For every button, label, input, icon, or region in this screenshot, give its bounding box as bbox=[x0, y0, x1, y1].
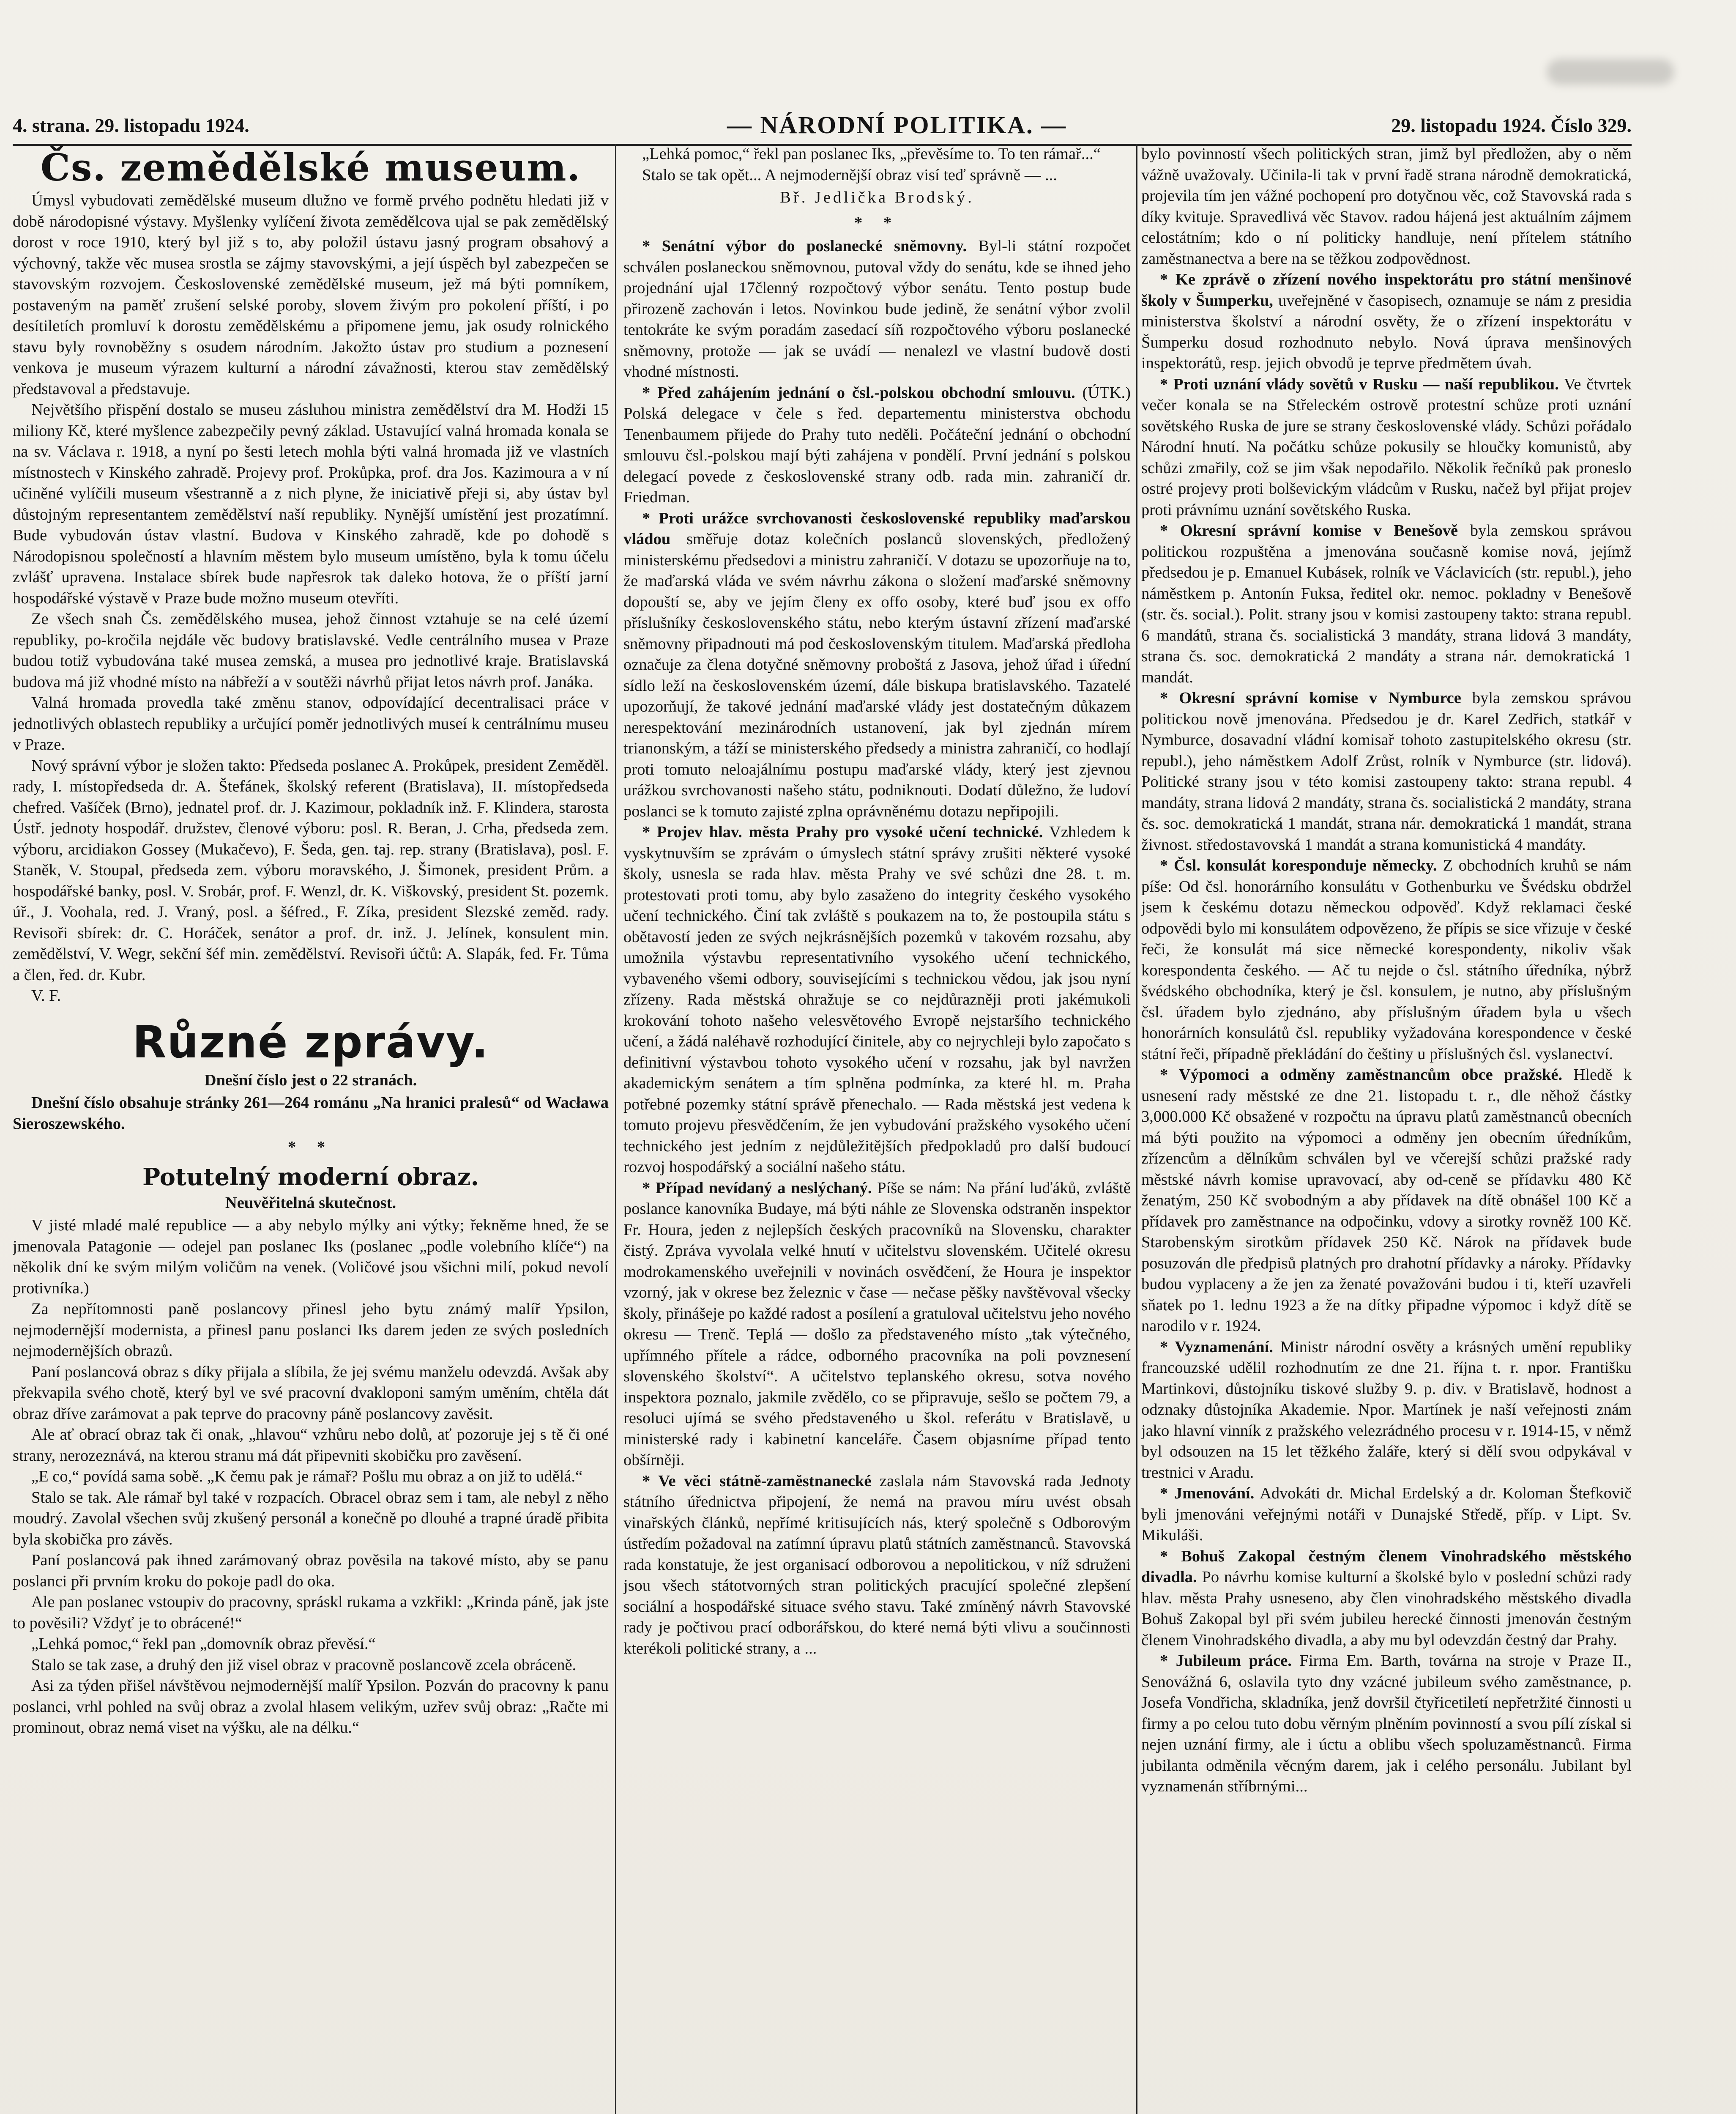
column-divider-2 bbox=[1136, 144, 1137, 2114]
section-title-ruzne-zpravy: Různé zprávy. bbox=[132, 1016, 489, 1068]
column-1 bbox=[13, 144, 609, 2114]
article-paragraph: „Lehká pomoc,“ řekl pan „domovník obraz převěsí.“ bbox=[31, 1635, 376, 1653]
article-paragraph: „E co,“ povídá sama sobě. „K čemu pak je rámař? Pošlu mu obraz a on již to udělá.“ bbox=[31, 1468, 583, 1485]
news-item bbox=[623, 383, 1131, 508]
news-item-heading: * Jmenování. bbox=[1160, 1484, 1255, 1502]
museum-article-body bbox=[13, 190, 609, 1007]
article-paragraph: Nový správní výbor je složen takto: Předseda poslanec A. Prokůpek, president Zeměděl. rady, I. místopředseda dr. A. Štefánek, školský referent (Bratislava), II. místopředseda chefred. Vašíček (Brno), jednatel prof. dr. J. Kazimour, pokladník inž. F. Klindera, starosta Ústř. jednoty hospodář. družstev, členové výboru: posl. R. Beran, J. Crha, předseda zem. výboru, arcidiakon Gossey (Mukačevo), F. Šeda, gen. taj. rep. strany (Bratislava), posl. F. Staněk, V. Stoupal, předseda zem. výboru moravského, J. Šimonek, president Prům. a hospodářské banky, posl. V. Srobár, prof. F. Wenzl, dr. K. Viškovský, president St. pozemk. úř., J. Voohala, red. J. Vraný, posl. a šéfred., F. Zíka, president Slezské zeměd. rady. Revisoři sbírek: dr. C. Horáček, senátor a prof. dr. inž. J. Jelínek, konsulent min. zemědělství, V. Wegr, sekční šéf min. zemědělství. Revisoři účtů: A. Slapák, fed. Fr. Tůma a člen, řed. dr. Kubr. bbox=[13, 756, 609, 984]
news-item-heading: * Jubileum práce. bbox=[1160, 1652, 1292, 1670]
news-item-heading: * Okresní správní komise v Benešově bbox=[1160, 522, 1458, 539]
article-paragraph: Paní poslancová pak ihned zarámovaný obraz pověsila na takové místo, aby se panu poslanci při prvním kroku do pokoje padl do oka. bbox=[13, 1551, 609, 1590]
news-item-text: byla zemskou správou politickou nově jmenována. Předsedou je dr. Karel Zedřich, statkář v Nymburce, dosavadní vládní komisař tohoto zastupitelského okresu (str. republ.), jeho náměstkem Adolf Zrůst, rolník v Nymburce (str. lidová). Politické strany jsou v této komisi zastoupeny takto: strana republ. 4 mandáty, strana lidová 2 mandáty, strana čs. socialistická 2 mandáty, strana čs. soc. demokratická 1 mandát, strana nár. demokratická 1 mandát, strana živnost. středostavovská 1 mandát a strana komunistická 4 mandáty. bbox=[1141, 689, 1632, 854]
column-2 bbox=[623, 144, 1131, 2114]
masthead-title: — NÁRODNÍ POLITIKA. — bbox=[727, 111, 1067, 139]
news-item-text: Ministr národní osvěty a krásných umění republiky francouzské udělil rozhodnutím ze dne 21. října t. r. npor. Františku Martinkovi, důstojníku tiskové služby 9. p. div. v Bratislavě, hodnost a odznaky důstojníka Akademie. Npor. Martínek je naší veřejnosti znám jako hlavní vinník z pražského velezrádného procesu v r. 1914-15, v němž byl odsouzen na 15 let těžkého žaláře, který si dělí svou odpykával v trestnici v Aradu. bbox=[1141, 1338, 1632, 1481]
news-item-heading: * Ke zprávě o zřízení nového inspektorátu pro státní menšinové školy v Šumperku, bbox=[1141, 271, 1632, 309]
dnesni-cislo-title: Dnešní číslo jest o 22 stranách. bbox=[204, 1071, 417, 1089]
news-item bbox=[623, 236, 1131, 383]
news-item-text: Vzhledem k vyskytnuvším se zprávám o úmyslech státní správy zrušiti některé vysoké školy, usnesla se rada hlav. města Prahy ve své schůzi dne 28. t. m. protestovati proti tomu, aby bylo zasaženo do integrity českého vysokého učení technického. Činí tak zvláště s poukazem na to, že postoupila státu s obětavostí jeden ze svých nejkrásnějších pozemků v takovém rozsahu, aby umožnila výstavbu representativního vysokého učení technického, vybaveného všemi odbory, souvisejícími s technickou vědou, jak jsou nyní zřízeny. Rada městská ohražuje se co nejdůrazněji proti jakémukoli krokování tohoto našeho velesvětového Evropě nejstaršího technického učení, a žádá naléhavě rozhodující činitele, aby co nejrychleji bylo započato s definitivní výstavbou tohoto vysokého učení v rozsahu, jak byl navržen akademickým senátem a tím splněna podmínka, za které hl. m. Praha potřebné pozemky státní správě přenechalo. — Rada městská jest vedena k tomuto projevu přesvědčením, že jen vybudování pražského vysokého učení technického jest jedním z nejdůležitějších předpokladů pro další budoucí rozvoj hospodářský a sociální našeho státu. bbox=[623, 823, 1131, 1176]
news-item bbox=[1141, 855, 1632, 1065]
news-item-text: Hledě k usnesení rady městské ze dne 21. listopadu t. r., dle něhož částky 3,000.000 Kč obsažené v rozpočtu na úpravu platů zaměstnanců obecních má býti použito na výpomoci a odměny jen obecním úředníkům, zřízencům a dělníkům schválen byl ve včerejší schůzi pražské rady městské návrh komise upravovací, aby od-ceně se přídavku 480 Kč ženatým, 250 Kč svobodným a aby přídavek na dítě obnášel 100 Kč a přídavek pro zaměstnance na odpočinku, vdovy a sirotky rovněž 100 Kč. Starobenským sirotkům přídavek 250 Kč. Nárok na přídavek bude posuzován dle předpisů platných pro drahotní přídavky a nároky. Přídavky budou vyplaceny a že jen za ženaté považováni budou i ti, kteří uzavřeli sňatek po 1. lednu 1923 a že na dítky připadne výpomoc i když dítě se narodilo v r. 1924. bbox=[1141, 1066, 1632, 1335]
dnesni-cislo-text: Dnešní číslo obsahuje stránky 261—264 románu „Na hranici pralesů“ od Wacława Sieroszewského. bbox=[13, 1094, 609, 1133]
news-item bbox=[1141, 374, 1632, 521]
header-left: 4. strana. 29. listopadu 1924. bbox=[13, 115, 249, 136]
news-item bbox=[623, 822, 1131, 1178]
news-items-column-2 bbox=[623, 236, 1131, 1659]
obraz-article-subtitle: Neuvěřitelná skutečnost. bbox=[225, 1194, 396, 1212]
news-item-text: Ve čtvrtek večer konala se na Střeleckém ostrově protestní schůze proti uznání sovětského Ruska de jure se strany československé vlády. Schůzi pořádalo Národní hnutí. Na počátku schůze pokusily se hloučky komunistů, aby schůzi zmařily, což se jim však nepodařilo. Několik řečníků pak proneslo ostré projevy proti bolševickým vládcům v Rusku, načež byl přijat projev proti právnímu uznání sovětského Ruska. bbox=[1141, 375, 1632, 519]
news-item-heading: * Proti urážce svrchovanosti československé republiky maďarskou vládou bbox=[623, 509, 1131, 548]
news-item-heading: * Výpomoci a odměny zaměstnancům obce pražské. bbox=[1160, 1066, 1563, 1084]
article-paragraph: Za nepřítomnosti paně poslancovy přinesl jeho bytu známý malíř Ypsilon, nejmodernější modernista, a přinesl panu poslanci Iks darem jeden ze svých posledních nejmodernějších obrazů. bbox=[13, 1300, 609, 1360]
column-divider-1 bbox=[615, 144, 616, 2114]
news-item bbox=[623, 1471, 1131, 1659]
news-item bbox=[623, 1178, 1131, 1471]
news-item-text: uveřejněné v časopisech, oznamuje se nám z presidia ministerstva školství a národní osvěty, že o zřízení inspektorátu v Šumperku dosud rozhodnuto nebylo. Nová úprava menšinových inspektorátů, resp. jejich obvodů je teprve předmětem úvah. bbox=[1141, 291, 1632, 372]
col3-continuation: bylo povinností všech politických stran, jimž byl předložen, aby o něm vážně uvažovaly. Učinila-li tak v první řadě strana národně demokratická, projevila tím jen vážné pochopení pro dotyčnou věc, což Stavovská rada s díky kvituje. Spravedlivá věc Stavov. radou hájená jest aktuálním zájmem celostátním; kdo o ní politicky handluje, není přítelem státního zaměstnanectva a bere na se těžkou zodpovědnost. bbox=[1141, 145, 1632, 268]
news-item-heading: * Čsl. konsulát koresponduje německy. bbox=[1160, 857, 1437, 874]
news-item bbox=[1141, 520, 1632, 688]
header-right: 29. listopadu 1924. Číslo 329. bbox=[1391, 115, 1632, 136]
article-paragraph: Stalo se tak zase, a druhý den již visel obraz v pracovně poslancově zcela obráceně. bbox=[31, 1656, 577, 1674]
column-3 bbox=[1141, 144, 1632, 2114]
news-item-text: Advokáti dr. Michal Erdelský a dr. Koloman Štefkovič byli jmenováni veřejnými notáři v Dunajské Středě, příp. v Lipt. Sv. Mikuláši. bbox=[1141, 1484, 1632, 1544]
article-paragraph: Paní poslancová obraz s díky přijala a slíbila, že jej svému manželu odevzdá. Avšak aby překvapila svého chotě, který byl ve své pracovní dvakloponi samým uměním, chtěla dát obraz dříve zarámovat a pak teprve do pracovny páně poslancovy zavěsit. bbox=[13, 1363, 609, 1423]
article-byline: Bř. Jedlička Brodský. bbox=[780, 189, 974, 206]
article-paragraph: Valná hromada provedla také změnu stanov, odpovídající decentralisaci práce v jednotlivých oblastech republiky a určující poměr jednotlivých museí k centrálnímu museu v Praze. bbox=[13, 694, 609, 753]
news-item bbox=[1141, 1651, 1632, 1797]
article-paragraph: V jisté mladé malé republice — a aby nebylo mýlky ani výtky; řekněme hned, že se jmenovala Patagonie — odejel pan poslanec Iks (poslanec „podle volebního klíče“) na několik dní ke svým milým voličům na venek. (Voličové jsou všichni milí, pokud nevolí protivníka.) bbox=[13, 1216, 609, 1297]
article-paragraph: Ale pan poslanec vstoupiv do pracovny, spráskl rukama a vzkřikl: „Krinda páně, jak jste to pověsili? Vždyť je to obrácené!“ bbox=[13, 1593, 609, 1632]
news-item-heading: * Bohuš Zakopal čestným členem Vinohradského městského divadla. bbox=[1141, 1547, 1632, 1586]
news-item-text: směřuje dotaz kolečních poslanců slovenských, předložený ministerskému předsedovi a ministru zahraničí. V dotazu se upozorňuje na to, že maďarská vláda ve svém návrhu zákona o složení maďarské sněmovny dopouští se, aby ve jejím členy ex offo osoby, které buď jsou ex offo příslušníky československého státu, nebo kterým ústavní zřízení maďarské sněmovny připadnouti má pod československým titulem. Maďarská předloha označuje za člena dotyčné sněmovny proboštá z Jasova, jehož úřad i úřední sídlo leží na československém území, dále biskupa bratislavského. Tazatelé upozorňují, že takové jednání maďarské vlády jest dostatečným důkazem nerespektování mezinárodních ustanovení, jak byl zjednán mírem trianonským, a táží se ministerského předsedy a ministra zahraničí, co hodlají proti tomuto neloajálnímu postupu maďarské vlády, který jest zjevnou urážkou svrchovanosti našeho státu, podniknouti. Dodatí důležno, že ludoví poslanci se k tomuto zajisté zplna oprávněnému dotazu nepřipojili. bbox=[623, 530, 1131, 820]
news-item-heading: * Projev hlav. města Prahy pro vysoké učení technické. bbox=[642, 823, 1043, 841]
article-paragraph: V. F. bbox=[31, 987, 61, 1005]
news-items-column-3 bbox=[1141, 269, 1632, 1797]
news-item-text: zaslala nám Stavovská rada Jednoty státního úřednictva připojení, že nemá na pravou míru uvést obsah vinařských článků, nepřímé kritisujících nás, který společně s Odborovým ústředím požadoval na zatímní úpravu platů státních zaměstnanců. Stavovská rada konstatuje, že jest organisací odborovou a nepolitickou, v níž sdruženi jsou všech státotvorných stran politických pracující společné zlepšení sociální a hospodářské situace svého stavu. Také zmíněný návrh Stavovské rady je počtivou prací odborářskou, do které nemá býti vlivu a součinnosti kterékoli politické strany, a ... bbox=[623, 1472, 1131, 1657]
news-item-text: (ÚTK.) Polská delegace v čele s řed. departementu ministerstva obchodu Tenenbaumem přijede do Prahy tuto neděli. Počáteční jednání o obchodní smlouvu čsl.-polskou mají býti zahájena v pondělí. První jednání s polskou delegací povede z československé strany odb. rada min. zahraničí dr. Friedman. bbox=[623, 383, 1131, 506]
article-paragraph: Ale ať obrací obraz tak či onak, „hlavou“ vzhůru nebo dolů, ať pozoruje jej s tě či oné strany, nerozeznává, na kterou stranu má dát připevniti skobičku pro zavěsení. bbox=[13, 1426, 609, 1465]
news-item-heading: * Proti uznání vlády sovětů v Rusku — naší republikou. bbox=[1160, 375, 1559, 393]
article-paragraph: Ze všech snah Čs. zemědělského musea, jehož činnost vztahuje se na celé území republiky, po-kročila nejdále věc budovy bratislavské. Vedle centrálního musea v Praze budou totiž vybudována také musea zemská, a musea pro jednotlivé kraje. Bratislavská budova má již vhodné místo na nábřeží a v soutěži návrhů přijat letos návrh prof. Janáka. bbox=[13, 610, 609, 691]
article-paragraph: „Lehká pomoc,“ řekl pan poslanec Iks, „převěsíme to. To ten rámař...“ bbox=[642, 145, 1101, 163]
news-item bbox=[1141, 1483, 1632, 1546]
news-item-heading: * Vyznamenání. bbox=[1160, 1338, 1274, 1356]
page-header bbox=[13, 111, 1632, 145]
news-item bbox=[1141, 688, 1632, 855]
news-item-text: Firma Em. Barth, továrna na stroje v Praze II., Senovážná 6, oslavila tyto dny vzácné jubileum svého zaměstnance, p. Josefa Vondřicha, skladníka, jenž dovršil čtyřicetiletí nepřetržité činnosti u firmy a po celou tuto dobu věrným plněním povinností a svou pílí získal si nejen uznání firmy, ale i úctu a oblibu všech spoluzaměstnanců. Firma jubilanta odměnila věcným darem, jak i celého personálu. Jubilant byl vyznamenán stříbrnými... bbox=[1141, 1652, 1632, 1795]
obraz-article-title: Potutelný moderní obraz. bbox=[142, 1163, 479, 1191]
section-separator: * * bbox=[854, 214, 900, 232]
news-item bbox=[623, 508, 1131, 822]
news-item-text: Píše se nám: Na přání luďáků, zvláště poslance kanovníka Budaye, má býti náhle ze Slovenska odstraněn inspektor Fr. Houra, jeden z nejlepších českých pracovníků na Slovensku, charakter čistý. Zpráva vyvolala velké hnutí v učitelstvu slovenském. Učitelé okresu modrokamenského uveřejnili v novinách osvědčení, že Houra je inspektor vzorný, jak v okrese bez železnic v čase — nečase pěšky navštěvoval všecky školy, přinášeje po každé radost a posílení a gratuloval učitelstvu jeho nového okresu — Trenč. Teplá — došlo za představeného místo „tak výtečného, upřímného přítele a rádce, odborného pracovníka na poli povznesení slovenského školství“. A učitelstvo teplanského okresu, sotva nového inspektora poznalo, jakmile zvědělo, co se připravuje, sešlo se počtem 79, a resoluci ujímá se svého představeného u škol. referátu v Bratislavě, u ministerské rady i kabinetní kanceláře. Časem objasníme případ tento obšírněji. bbox=[623, 1179, 1131, 1469]
news-item-heading: * Případ nevídaný a neslýchaný. bbox=[642, 1179, 872, 1197]
article-paragraph: Stalo se tak opět... A nejmodernější obraz visí teď správně — ... bbox=[642, 166, 1057, 184]
news-item-heading: * Před zahájením jednání o čsl.-polskou obchodní smlouvu. bbox=[642, 383, 1075, 402]
news-item-text: Po návrhu komise kulturní a školské bylo v poslední schůzi rady hlav. města Prahy usneseno, aby člen vinohradského městského divadla Bohuš Zakopal byl při svém jubileu herecké činnosti jmenován čestným členem Vinohradského divadla, a aby mu byl odevzdán čestný dar Prahy. bbox=[1141, 1568, 1632, 1649]
museum-article-title: Čs. zemědělské museum. bbox=[40, 145, 581, 189]
article-paragraph: Stalo se tak. Ale rámař byl také v rozpacích. Obracel obraz sem i tam, ale nebyl z něho moudrý. Zavolal všechen svůj zkušený personál a konečně po dlouhé a trapné úradě přibita byla skobička pro závěs. bbox=[13, 1488, 609, 1548]
news-item bbox=[1141, 1546, 1632, 1651]
news-item-heading: * Okresní správní komise v Nymburce bbox=[1160, 689, 1461, 707]
page-stain bbox=[1547, 59, 1674, 85]
news-item-text: Z obchodních kruhů se nám píše: Od čsl. honorárního konsulátu v Gothenburku ve Švédsku obdržel jsem k českému dotazu německou odpověď. Když reklamaci české odpovědi bylo mi konsulátem odpovězeno, že přípis se sice vřizuje v české řeči, že konsulát má sice německé korespondenty, nikoliv však korespondenta českého. — Ač tu nejde o čsl. státního úředníka, nýbrž švédského obchodníka, který je čsl. konsulem, je nutno, aby příslušným čsl. úřadem bylo zjednáno, aby příslušným úřadem byla u všech honorárních konsulátů čsl. republiky vyžadována korespondence v české státní řeči, případně překládání do češtiny u příslušných čsl. vyslanectví. bbox=[1141, 857, 1632, 1063]
obraz-article-continuation bbox=[623, 144, 1131, 186]
news-item-heading: * Senátní výbor do poslanecké sněmovny. bbox=[642, 237, 967, 255]
news-item-heading: * Ve věci státně-zaměstnanecké bbox=[642, 1472, 872, 1490]
news-item-text: byla zemskou správou politickou rozpuštěna a jmenována současně komise nová, jejímž předsedou je p. Emanuel Kubásek, rolník ve Václavicích (str. republ.), jeho náměstkem p. Antonín Fuksa, ředitel okr. nemoc. pokladny v Benešově (str. čs. social.). Polit. strany jsou v komisi zastoupeny takto: strana republ. 6 mandátů, strana čs. socialistická 3 mandáty, strana lidová 3 mandáty, strana čs. soc. demokratická 2 mandáty a strana nár. demokratická 1 mandát. bbox=[1141, 522, 1632, 686]
article-paragraph: Asi za týden přišel návštěvou nejmodernější malíř Ypsilon. Pozván do pracovny k panu poslanci, vrhl pohled na svůj obraz a zvolal hlasem velikým, uzřev svůj obraz: „Račte mi prominout, obraz nemá viset na výšku, ale na délku.“ bbox=[13, 1677, 609, 1736]
article-paragraph: Úmysl vybudovati zemědělské museum dlužno ve formě prvého podnětu hledati již v době národopisné výstavy. Myšlenky vylíčení života zemědělcova ujal se pak zemědělský dorost v roce 1910, který byl již s to, aby položil ústavu jasný program obsahový a výchovný, takže věc musea srostla se zájmy stavovskými, a její úspěch byl zabezpečen se stavovským rozvojem. Československé zemědělské museum, jež má býti pomníkem, postaveným na paměť zrušení selské poroby, slovem živým pro pokolení příští, i po desítiletích promluví k dorostu zemědělskému a připomene jemu, jak osudy rolnického stavu byly rovnoběžny s osudem národním. Jakožto ústav pro studium a poznesení venkova je museum výrazem kulturní a národní závažnosti, kterou stav zemědělský představoval a představuje. bbox=[13, 192, 609, 398]
news-item-text: Byl-li státní rozpočet schválen poslaneckou sněmovnou, putoval vždy do senátu, kde se ihned jeho projednání ujal 17členný rozpočtový výbor senátu. Tento postup bude přirozeně zachován i letos. Novinkou bude jedině, že senátní výbor zvolil tentokráte ke svým poradám zasedací síň rozpočtového výboru poslanecké sněmovny, protože — jak se uvádí — nenalezl ve vlastní budově dosti vhodné místnosti. bbox=[623, 237, 1131, 381]
news-item bbox=[1141, 269, 1632, 374]
news-item bbox=[1141, 1337, 1632, 1484]
news-item bbox=[1141, 1065, 1632, 1337]
section-separator: * * bbox=[287, 1138, 334, 1156]
obraz-article-body bbox=[13, 1215, 609, 1739]
article-paragraph: Největšího přispění dostalo se museu zásluhou ministra zemědělství dra M. Hodži 15 miliony Kč, které myšlence zabezpečily pevný základ. Ustavující valná hromada konala se na sv. Václava r. 1918, a nyní po šesti letech mohla býti valná hromada již ve vlastních místnostech v Kinského zahradě. Projevy prof. Prokůpka, prof. dra Jos. Kazimoura a v ní učiněné vylíčili museum všestranně a z nich plyne, že iniciativě přeji si, aby ústav byl důstojným representantem zemědělství naší republiky. Nynější umístění jest prozatímní. Bude vybudován ústav vlastní. Budova v Kinského zahradě, kde po dohodě s Národopisnou společností a hlavním městem bylo museum umístěno, byla k tomu účelu zvlášť upravena. Instalace sbírek bude napřesrok tak daleko hotova, že o příští jarní hospodářské výstavě v Praze bude možno museum otevříti. bbox=[13, 401, 609, 607]
